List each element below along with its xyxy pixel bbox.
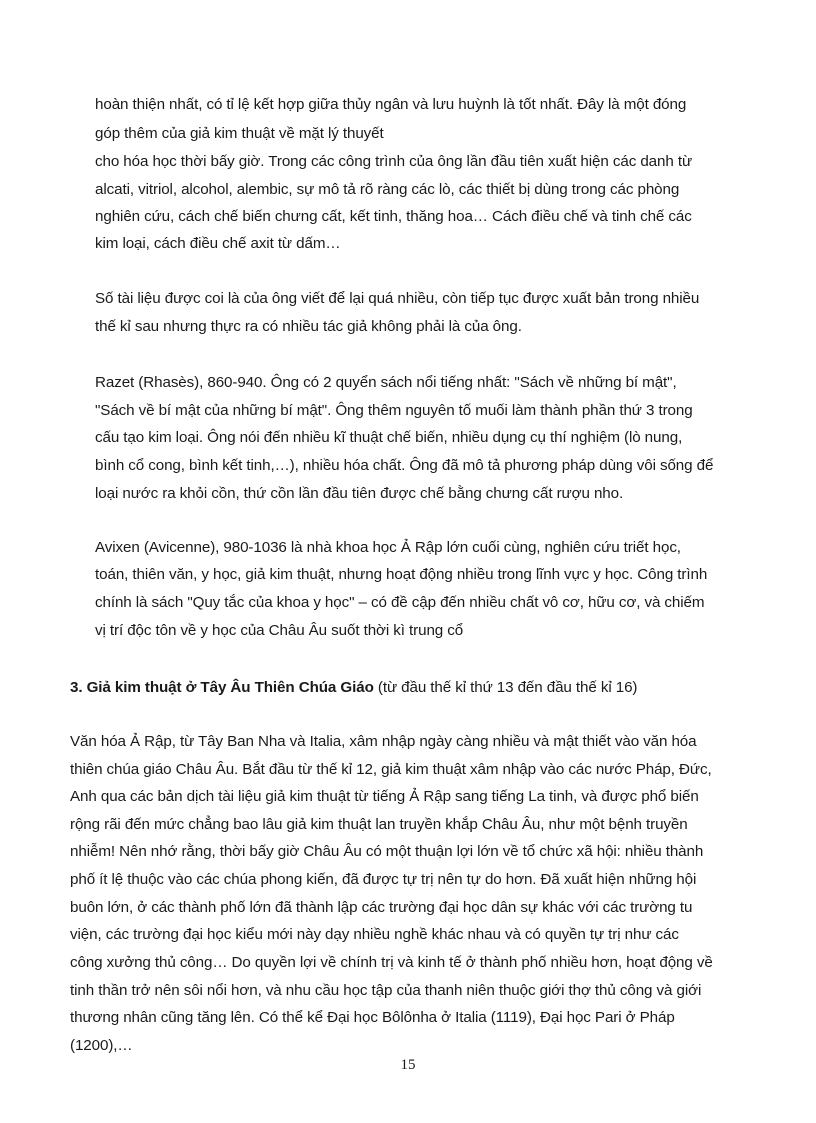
section-heading-period: (từ đầu thế kỉ thứ 13 đến đầu thế kỉ 16)	[373, 679, 638, 696]
text-line: góp thêm của giả kim thuật về mặt lý thuyết	[95, 125, 384, 142]
text-line: Avixen (Avicenne), 980-1036 là nhà khoa học Ả Rập lớn cuối cùng, nghiên cứu triết học,	[95, 539, 681, 556]
text-line: thế kỉ sau nhưng thực ra có nhiều tác giả không phải là của ông.	[95, 318, 522, 335]
text-line: chính là sách "Quy tắc của khoa y học" – có đề cập đến nhiều chất vô cơ, hữu cơ, và chiếm	[95, 594, 705, 611]
text-line: thiên chúa giáo Châu Âu. Bắt đầu từ thế kỉ 12, giả kim thuật xâm nhập vào các nước Pháp, Đức,	[70, 761, 712, 778]
text-line: công xưởng thủ công… Do quyền lợi về chính trị và kinh tế ở thành phố nhiều hơn, hoạt động về	[70, 954, 713, 971]
text-line: hoàn thiện nhất, có tỉ lệ kết hợp giữa thủy ngân và lưu huỳnh là tốt nhất. Đây là một đóng	[95, 96, 687, 113]
section-heading-title: 3. Giả kim thuật ở Tây Âu Thiên Chúa Giáo	[70, 679, 374, 696]
text-line: thương nhân cũng tăng lên. Có thể kể Đại học Bôlônha ở Italia (1119), Đại học Pari ở Pháp	[70, 1009, 675, 1026]
text-line: loại nước ra khỏi cồn, thứ cồn lần đầu tiên được chế bằng chưng cất rượu nho.	[95, 485, 624, 502]
text-line: Anh qua các bản dịch tài liệu giả kim thuật từ tiếng Ả Rập sang tiếng La tinh, và được phổ biến	[70, 788, 699, 805]
text-line: "Sách về bí mật của những bí mật". Ông thêm nguyên tố muối làm thành phần thứ 3 trong	[95, 402, 693, 419]
text-line: Số tài liệu được coi là của ông viết để lại quá nhiều, còn tiếp tục được xuất bản trong nhiều	[95, 290, 700, 307]
text-line: viện, các trường đại học kiểu mới này dạy nhiều nghề khác nhau và có quyền tự trị như các	[70, 926, 679, 943]
page-number: 15	[400, 1057, 416, 1073]
section-heading	[70, 679, 637, 696]
text-line: Razet (Rhasès), 860-940. Ông có 2 quyển sách nổi tiếng nhất: "Sách về những bí mật",	[95, 374, 677, 391]
text-line: buôn lớn, ở các thành phố lớn đã thành lập các trường đại học dân sự khác với các trường tu	[70, 899, 693, 916]
text-line: cho hóa học thời bấy giờ. Trong các công trình của ông lần đầu tiên xuất hiện các danh từ	[95, 153, 693, 170]
text-line: cấu tạo kim loại. Ông nói đến nhiều kĩ thuật chế biến, nhiều dụng cụ thí nghiệm (lò nung,	[95, 429, 683, 446]
text-line: toán, thiên văn, y học, giả kim thuật, nhưng hoạt động nhiều trong lĩnh vực y học. Công trình	[95, 566, 708, 583]
text-line: tinh thần trở nên sôi nổi hơn, và nhu cầu học tập của thanh niên thuộc giới thợ thủ công và giới	[70, 982, 702, 999]
text-line: bình cổ cong, bình kết tinh,…), nhiều hóa chất. Ông đã mô tả phương pháp dùng vôi sống để	[95, 457, 714, 474]
text-line: alcati, vitriol, alcohol, alembic, sự mô tả rõ ràng các lò, các thiết bị dùng trong các phòng	[95, 181, 680, 198]
text-line: phố ít lệ thuộc vào các chúa phong kiến, đã được tự trị nên tự do hơn. Đã xuất hiện những hội	[70, 871, 697, 888]
text-line: (1200),…	[70, 1037, 133, 1054]
text-line: nghiên cứu, cách chế biến chưng cất, kết tinh, thăng hoa… Cách điều chế và tinh chế các	[95, 208, 692, 225]
text-line: Văn hóa Ả Rập, từ Tây Ban Nha và Italia, xâm nhập ngày càng nhiều và mật thiết vào văn hóa	[70, 733, 697, 750]
text-line: vị trí độc tôn về y học của Châu Âu suốt thời kì trung cổ	[95, 622, 464, 639]
text-line: nhiễm! Nên nhớ rằng, thời bấy giờ Châu Âu có một thuận lợi lớn về tổ chức xã hội: nhiều thành	[70, 843, 704, 860]
text-line: kim loại, cách điều chế axit từ dấm…	[95, 235, 341, 252]
text-line: rộng rãi đến mức chẳng bao lâu giả kim thuật lan truyền khắp Châu Âu, như một bệnh truyền	[70, 816, 688, 833]
